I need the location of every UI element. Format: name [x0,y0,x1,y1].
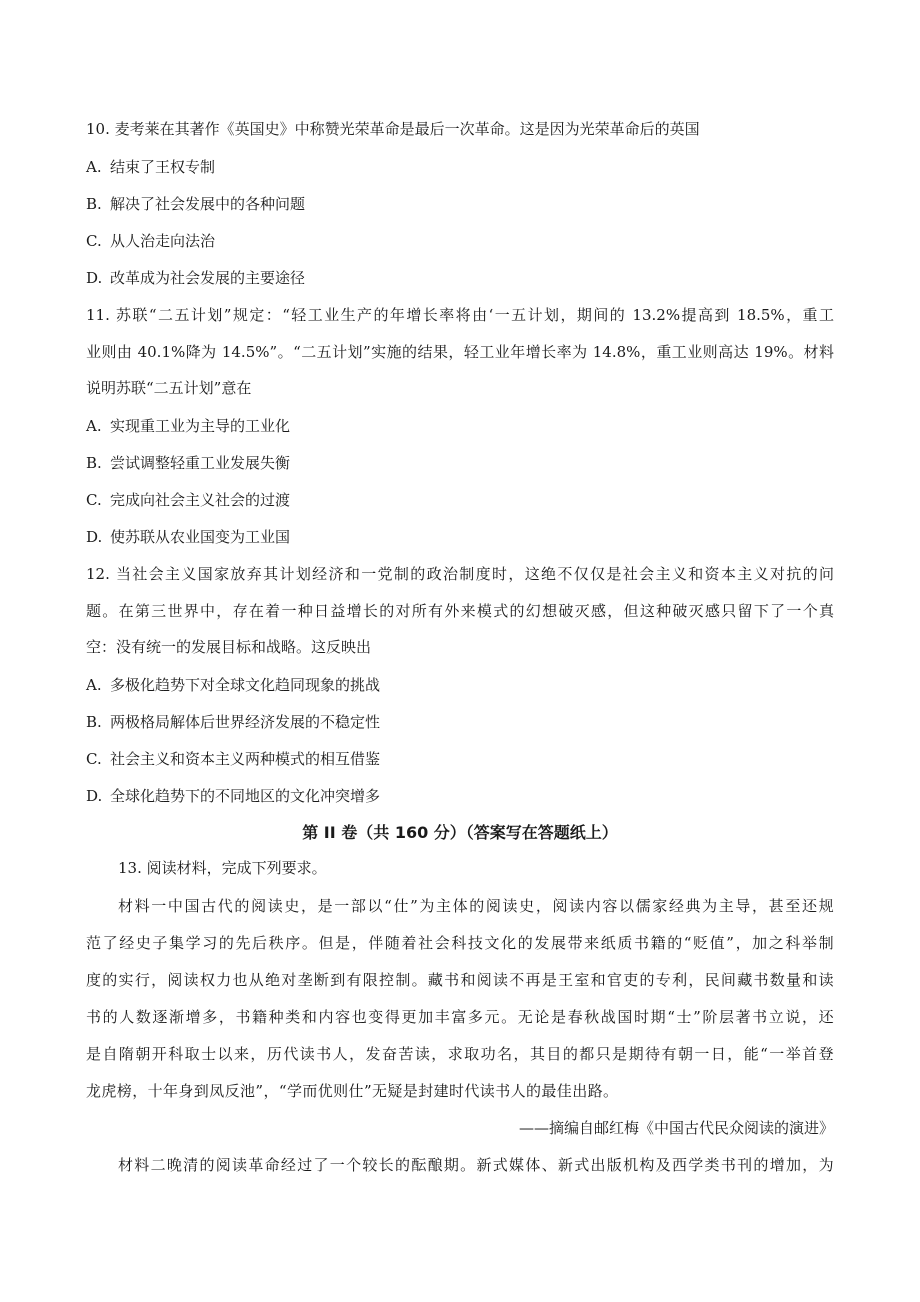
option-letter: A. [86,676,102,694]
material1-line-3: 度的实行，阅读权力也从绝对垄断到有限控制。藏书和阅读不再是王室和官吏的专利，民间藏书数量和读 [86,971,834,989]
material1-line-2: 范了经史子集学习的先后秩序。但是，伴随着社会科技文化的发展带来纸质书籍的“贬值”，加之科举制 [86,934,834,952]
material1-line-6: 龙虎榜，十年身到凤反池”，“学而优则仕”无疑是封建时代读书人的最佳出路。 [86,1082,619,1100]
q11-option-a[interactable] [86,415,290,436]
q11-option-d[interactable] [86,526,290,547]
q12-option-a[interactable] [86,674,380,695]
material1-source: ——摘编自邮红梅《中国古代民众阅读的演进》 [518,1119,834,1137]
q12-option-d[interactable] [86,785,380,806]
option-text: 结束了王权专制 [110,158,216,176]
option-letter: B. [86,195,102,213]
option-letter: C. [86,232,102,250]
q11-stem-line-2: 业则由 40.1%降为 14.5%”。“二五计划”实施的结果，轻工业年增长率为 14.8%，重工业则高达 19%。材料 [86,343,834,361]
q10-stem: 10. 麦考莱在其著作《英国史》中称赞光荣革命是最后一次革命。这是因为光荣革命后的英国 [86,120,700,138]
option-text: 尝试调整轻重工业发展失衡 [110,454,291,472]
q11-option-c[interactable] [86,489,290,510]
option-text: 两极格局解体后世界经济发展的不稳定性 [110,713,381,731]
q12-option-b[interactable] [86,711,380,732]
option-text: 多极化趋势下对全球文化趋同现象的挑战 [110,676,381,694]
option-letter: A. [86,417,102,435]
q11-option-b[interactable] [86,452,290,473]
option-letter: D. [86,269,103,287]
option-letter: D. [86,787,103,805]
option-letter: C. [86,491,102,509]
option-text: 完成向社会主义社会的过渡 [110,491,291,509]
option-letter: A. [86,158,102,176]
q12-stem-line-3: 空：没有统一的发展目标和战略。这反映出 [86,638,372,656]
option-text: 社会主义和资本主义两种模式的相互借鉴 [110,750,381,768]
material2-line-1: 材料二晚清的阅读革命经过了一个较长的酝酿期。新式媒体、新式出版机构及西学类书刊的增加，为 [118,1156,834,1174]
section-title: 第 II 卷（共 160 分）（答案写在答题纸上） [302,823,618,842]
option-text: 全球化趋势下的不同地区的文化冲突增多 [110,787,381,805]
option-letter: C. [86,750,102,768]
q12-stem-line-1: 12. 当社会主义国家放弃其计划经济和一党制的政治制度时，这绝不仅仅是社会主义和资本主义对抗的问 [86,565,834,583]
q11-stem-line-3: 说明苏联“二五计划”意在 [86,379,252,397]
material1-line-5: 是自隋朝开科取士以来，历代读书人，发奋苦读，求取功名，其目的都只是期待有朝一日，能“一举首登 [86,1045,834,1063]
q10-option-b[interactable] [86,193,305,214]
q11-stem-line-1: 11. 苏联“二五计划”规定：“轻工业生产的年增长率将由‘一五计划，期间的 13.2%提高到 18.5%，重工 [86,306,834,324]
option-text: 改革成为社会发展的主要途径 [110,269,306,287]
q10-option-d[interactable] [86,267,305,288]
material1-line-4: 书的人数逐渐增多，书籍种类和内容也变得更加丰富多元。无论是春秋战国时期“士”阶层著书立说，还 [86,1008,834,1026]
q12-stem-line-2: 题。在第三世界中，存在着一种日益增长的对所有外来模式的幻想破灭感，但这种破灭感只留下了一个真 [86,602,834,620]
option-text: 实现重工业为主导的工业化 [110,417,291,435]
q12-option-c[interactable] [86,748,380,769]
option-letter: B. [86,454,102,472]
q13-stem: 13. 阅读材料，完成下列要求。 [118,859,327,877]
option-letter: B. [86,713,102,731]
option-text: 从人治走向法治 [110,232,216,250]
material1-line-1: 材料一中国古代的阅读史，是一部以“仕”为主体的阅读史，阅读内容以儒家经典为主导，甚至还规 [118,897,834,915]
q10-option-a[interactable] [86,156,215,177]
option-text: 使苏联从农业国变为工业国 [110,528,291,546]
option-letter: D. [86,528,103,546]
q10-option-c[interactable] [86,230,215,251]
option-text: 解决了社会发展中的各种问题 [110,195,306,213]
